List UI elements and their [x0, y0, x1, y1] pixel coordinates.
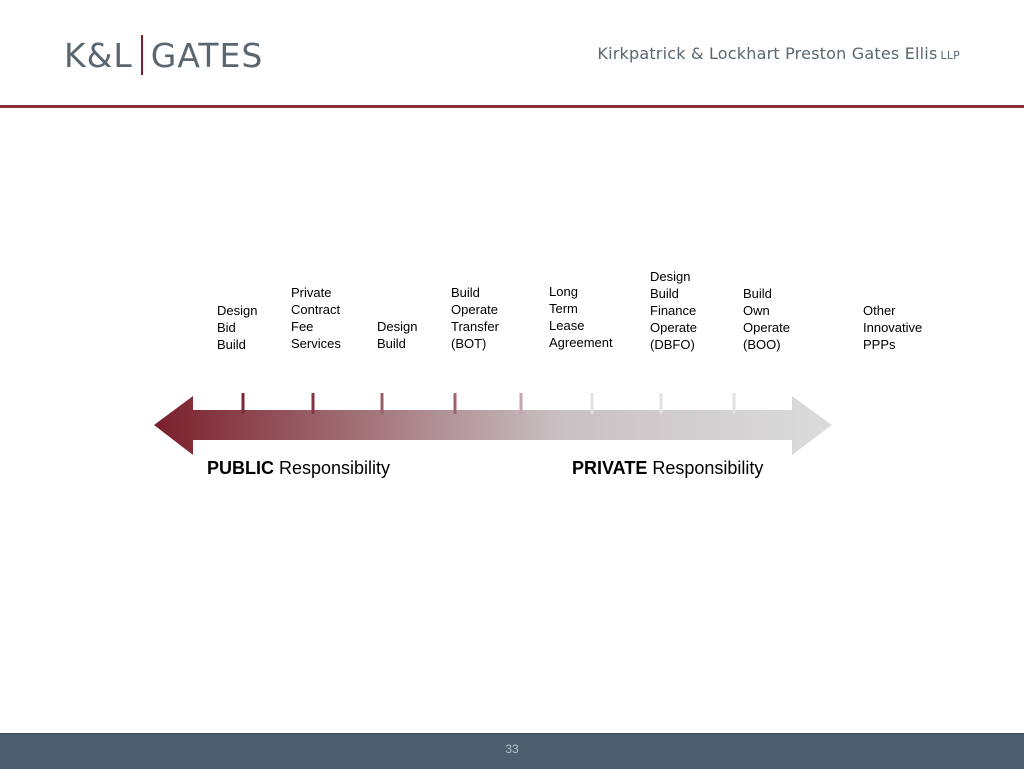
page-number: 33: [505, 742, 519, 756]
stage-line: Build: [377, 336, 406, 351]
stage-design-build: [377, 318, 417, 352]
stage-line: Finance: [650, 303, 697, 318]
firm-name: [597, 44, 960, 63]
stage-line: (DBFO): [650, 337, 695, 352]
stage-line: Other: [863, 303, 896, 318]
stage-boo: [743, 285, 790, 353]
stage-private-contract-fee-services: [291, 284, 341, 352]
firm-suffix: LLP: [940, 49, 960, 62]
stage-dbfo: [650, 268, 697, 353]
stage-other-innovative-ppps: [863, 302, 922, 353]
stage-line: Fee: [291, 319, 314, 334]
logo-divider: [141, 35, 143, 75]
stage-line: Build: [451, 285, 480, 300]
stage-line: Long: [549, 284, 578, 299]
stage-line: Contract: [291, 302, 341, 317]
private-label-bold: PRIVATE: [572, 458, 648, 478]
stage-line: Operate: [650, 320, 697, 335]
stage-design-bid-build: [217, 302, 257, 353]
private-label-rest: Responsibility: [647, 458, 764, 478]
responsibility-arrow: [0, 380, 1024, 460]
stage-line: (BOO): [743, 337, 781, 352]
public-label-bold: PUBLIC: [207, 458, 274, 478]
stage-line: PPPs: [863, 337, 896, 352]
stage-line: Term: [549, 301, 578, 316]
stage-line: Agreement: [549, 335, 613, 350]
logo-text-right: GATES: [150, 35, 264, 75]
header-rule: [0, 105, 1024, 108]
stage-line: Services: [291, 336, 341, 351]
header: [0, 0, 1024, 110]
stage-line: Own: [743, 303, 770, 318]
logo-text-left: K&L: [64, 35, 133, 75]
stage-line: Innovative: [863, 320, 923, 335]
stage-line: Build: [650, 286, 679, 301]
stage-line: (BOT): [451, 336, 487, 351]
stage-line: Operate: [451, 302, 498, 317]
stage-line: Design: [377, 319, 418, 334]
stage-line: Build: [743, 286, 772, 301]
stage-line: Build: [217, 337, 246, 352]
public-label-rest: Responsibility: [274, 458, 391, 478]
kl-gates-logo: [64, 34, 263, 76]
private-responsibility-label: [572, 458, 763, 479]
stage-line: Lease: [549, 318, 585, 333]
firm-name-text: Kirkpatrick & Lockhart Preston Gates Ellis: [597, 44, 938, 63]
stage-line: Transfer: [451, 319, 499, 334]
stage-line: Design: [650, 269, 691, 284]
stage-line: Private: [291, 285, 332, 300]
footer-bar: [0, 733, 1024, 769]
arrow-body: [154, 396, 832, 455]
stage-line: Design: [217, 303, 258, 318]
stage-bot: [451, 284, 499, 352]
public-responsibility-label: [207, 458, 390, 479]
stage-line: Operate: [743, 320, 790, 335]
stage-line: Bid: [217, 320, 236, 335]
stage-long-term-lease: [549, 283, 613, 351]
